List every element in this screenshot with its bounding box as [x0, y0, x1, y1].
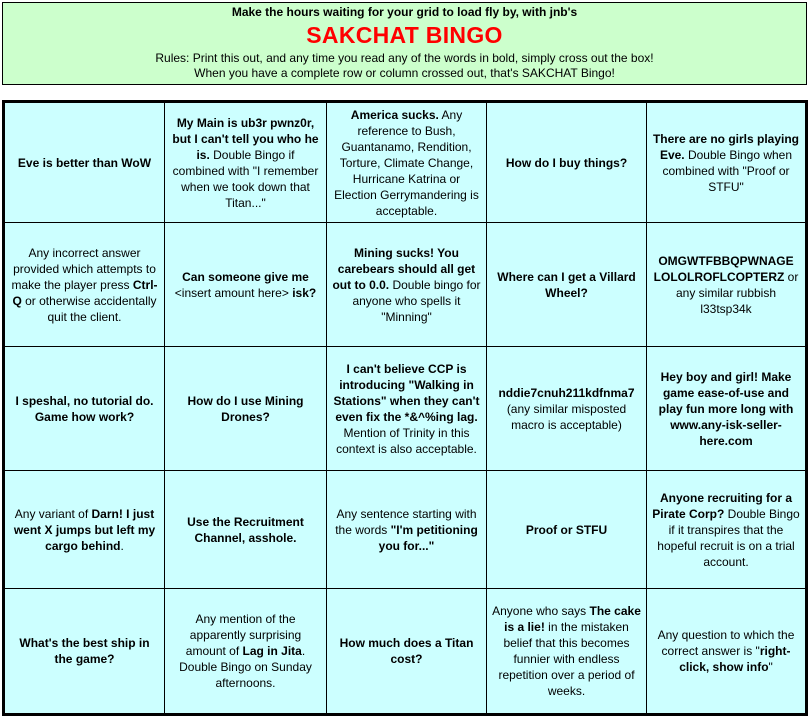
bold-phrase: nddie7cnuh211kdfnma7: [498, 385, 635, 400]
bold-phrase: I speshal, no tutorial do. Game how work?: [15, 393, 154, 424]
bingo-cell-4-3: [327, 471, 487, 589]
bingo-cell-5-3: [327, 589, 487, 713]
bingo-cell-text: [9, 506, 160, 554]
bold-phrase: OMGWTFBBQPWNAGE LOLOLROFLCOPTERZ: [653, 253, 794, 284]
bingo-cell-text: [9, 393, 160, 425]
bingo-cell-text: [331, 107, 482, 219]
plain-phrase: Double Bingo if combined with "I remember when we took down that Titan...": [172, 147, 319, 210]
plain-phrase: Double Bingo when combined with "Proof or STFU": [662, 147, 793, 194]
plain-phrase: Any incorrect answer provided which attempts to make the player press: [11, 245, 156, 292]
bingo-cell-text: [651, 490, 801, 570]
bingo-cell-1-3: [327, 103, 487, 223]
bingo-cell-2-4: [487, 223, 647, 347]
bingo-cell-3-1: [5, 347, 165, 471]
bingo-cell-1-4: [487, 103, 647, 223]
rules-text: [3, 51, 806, 81]
bingo-cell-4-4: [487, 471, 647, 589]
plain-phrase: Mention of Trinity in this context is also acceptable.: [336, 425, 477, 456]
plain-phrase: Any sentence starting with the words: [335, 506, 477, 537]
bold-phrase: How do I buy things?: [505, 155, 628, 170]
bingo-cell-5-1: [5, 589, 165, 713]
bingo-cell-text: [169, 393, 322, 425]
bingo-cell-3-4: [487, 347, 647, 471]
bold-phrase: What's the best ship in the game?: [19, 636, 150, 666]
bingo-cell-text: [526, 522, 607, 538]
bingo-cell-text: [331, 361, 482, 457]
bingo-cell-text: [651, 253, 801, 317]
bingo-cell-text: [18, 155, 151, 171]
bold-phrase: Anyone recruiting for a Pirate Corp?: [652, 490, 793, 521]
bingo-cell-text: [169, 115, 322, 211]
bingo-cell-text: [331, 506, 482, 554]
bingo-cell-text: [491, 603, 642, 699]
bingo-cell-1-2: [165, 103, 327, 223]
bingo-cell-5-5: [647, 589, 805, 713]
bold-phrase: There are no girls playing Eve.: [652, 131, 800, 162]
bold-phrase: "I'm petitioning you for...": [378, 522, 478, 553]
bold-phrase: Proof or STFU: [525, 522, 608, 537]
bold-phrase: Mining sucks! You carebears should all get out to 0.0.: [332, 245, 476, 292]
bold-phrase: Eve is better than WoW: [17, 155, 152, 170]
bingo-header: [2, 2, 807, 85]
plain-phrase: (any similar misposted macro is acceptable): [506, 401, 627, 432]
plain-phrase: . Double Bingo on Sunday afternoons.: [179, 644, 312, 690]
bingo-cell-2-3: [327, 223, 487, 347]
bingo-cell-1-5: [647, 103, 805, 223]
plain-phrase: <insert amount here>: [174, 285, 289, 300]
bingo-cell-5-2: [165, 589, 327, 713]
bingo-cell-text: [331, 245, 482, 325]
bold-phrase: Lag in Jita: [242, 644, 302, 658]
bold-phrase: I can't believe CCP is introducing "Walking in Stations" when they can't even fix the *&^%ing lag.: [333, 361, 480, 424]
plain-phrase: Double Bingo if it transpires that the hopeful recruit is on a trial account.: [657, 506, 800, 569]
bingo-cell-text: [651, 369, 801, 449]
bold-phrase: isk?: [288, 285, 317, 300]
bold-phrase: Where can I get a Villard Wheel?: [497, 269, 636, 300]
bold-phrase: The cake is a lie!: [504, 604, 641, 634]
bingo-cell-text: [651, 627, 801, 675]
bingo-cell-text: [169, 514, 322, 546]
bingo-cell-3-5: [647, 347, 805, 471]
bingo-cell-text: [491, 269, 642, 301]
plain-phrase: Any mention of the apparently surprising amount of: [185, 612, 302, 658]
bold-phrase: Use the Recruitment Channel, asshole.: [187, 514, 304, 545]
bingo-cell-text: [9, 245, 160, 325]
bold-phrase: How do I use Mining Drones?: [187, 393, 304, 424]
plain-phrase: or any similar rubbish l33tsp34k: [675, 269, 799, 316]
bingo-cell-1-1: [5, 103, 165, 223]
bold-phrase: My Main is ub3r pwnz0r, but I can't tell you who he is.: [172, 115, 319, 162]
bingo-cell-3-3: [327, 347, 487, 471]
plain-phrase: Anyone who says: [492, 604, 590, 618]
bold-phrase: right-click, show info: [679, 644, 791, 674]
bingo-cell-3-2: [165, 347, 327, 471]
bingo-cell-text: [169, 269, 322, 301]
bold-phrase: Ctrl-Q: [12, 277, 158, 308]
bold-phrase: Darn! I just went X jumps but left my cargo behind: [13, 506, 156, 553]
rules-line-1: Rules: Print this out, and any time you read any of the words in bold, simply cross out the box!: [155, 51, 654, 65]
bingo-cell-text: [506, 155, 627, 171]
bingo-cell-4-5: [647, 471, 805, 589]
bingo-cell-2-1: [5, 223, 165, 347]
plain-phrase: ": [768, 660, 773, 674]
bingo-cell-text: [651, 131, 801, 195]
bold-phrase: America sucks.: [350, 107, 439, 122]
bingo-cell-text: [9, 635, 160, 667]
plain-phrase: .: [120, 538, 124, 553]
header-subtitle: Make the hours waiting for your grid to load fly by, with jnb's: [231, 5, 578, 19]
plain-phrase: in the mistaken belief that this becomes funnier with endless repetition over a period of weeks.: [498, 620, 635, 698]
bingo-cell-4-2: [165, 471, 327, 589]
page-title: SAKCHAT BINGO: [306, 22, 503, 48]
bold-phrase: Can someone give me: [182, 269, 309, 284]
plain-phrase: Any question to which the correct answer is ": [657, 628, 795, 658]
bingo-cell-2-5: [647, 223, 805, 347]
bingo-cell-text: [491, 385, 642, 433]
bingo-cell-4-1: [5, 471, 165, 589]
bold-phrase: Hey boy and girl! Make game ease-of-use and play fun more long with www.any-isk-seller-here.com: [658, 369, 794, 448]
plain-phrase: Any reference to Bush, Guantanamo, Rendition, Torture, Climate Change, Hurricane Katrina or Election Gerrymandering is acceptable.: [334, 107, 479, 218]
bingo-cell-5-4: [487, 589, 647, 713]
plain-phrase: Any variant of: [14, 506, 92, 521]
rules-line-2: When you have a complete row or column crossed out, that's SAKCHAT Bingo!: [194, 66, 615, 80]
plain-phrase: Double bingo for anyone who spells it "Minning": [352, 277, 481, 324]
bingo-cell-2-2: [165, 223, 327, 347]
bingo-grid: [2, 100, 808, 716]
bingo-cell-text: [331, 635, 482, 667]
plain-phrase: or otherwise accidentally quit the client.: [21, 293, 157, 324]
bingo-cell-text: [169, 611, 322, 691]
bold-phrase: How much does a Titan cost?: [339, 636, 474, 666]
